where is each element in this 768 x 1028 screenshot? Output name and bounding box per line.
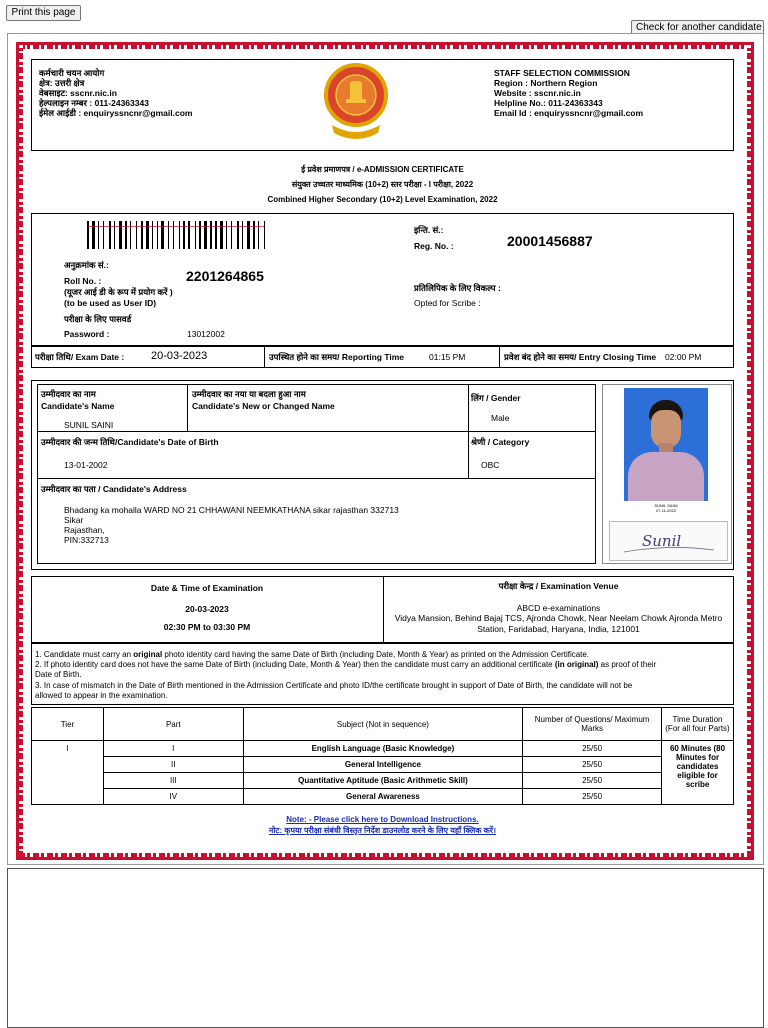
ssc-emblem-logo — [324, 63, 388, 143]
exam-venue-label: परीक्षा केन्द्र / Examination Venue — [498, 581, 619, 591]
instruction-1-a: 1. Candidate must carry an — [35, 650, 134, 659]
marks-cell: 25/50 — [523, 757, 662, 773]
subject-table — [31, 707, 734, 805]
instruction-2-cont: Date of Birth. — [35, 670, 82, 679]
part-cell: IV — [103, 789, 243, 805]
barcode — [79, 221, 269, 249]
admission-certificate — [16, 42, 754, 860]
exam-date-value: 20-03-2023 — [151, 350, 208, 362]
instruction-1-b: original — [133, 650, 163, 659]
download-instructions-link-hindi[interactable]: नोट: कृपया परीक्षा संबंधी विस्तृत निर्देश डाउनलोड करने के लिए यहाँ क्लिक करें। — [268, 826, 497, 835]
exam-date: 20-03-2023 — [185, 604, 229, 614]
print-page-button[interactable]: Print this page — [6, 5, 81, 21]
table-row — [32, 789, 734, 805]
candidate-photo — [624, 388, 708, 501]
address-line-3: Rajasthan, — [64, 525, 105, 535]
download-instructions-link[interactable]: Note: - Please click here to Download Instructions. — [286, 815, 479, 824]
marks-cell: 25/50 — [523, 741, 662, 757]
header-hi-line-2: क्षेत्र: उत्तरी क्षेत्र — [39, 78, 85, 88]
changed-name-label: Candidate's New or Changed Name — [192, 401, 335, 411]
candidate-signature — [609, 521, 728, 561]
table-row — [32, 757, 734, 773]
scribe-hi-label: प्रतिलिपिक के लिए विकल्प : — [414, 283, 501, 293]
marks-cell: 25/50 — [523, 773, 662, 789]
header-duration: Time Duration (For all four Parts) — [662, 708, 734, 741]
instruction-1-c: photo identity card having the same Date of Birth (including Date, Month & Year) as printed on the Admission Certificate. — [162, 650, 590, 659]
instruction-2-a: 2. If photo identity card does not have the same Date of Birth (including Date, Month & Year) then the candidate must carry an additional certificate — [35, 660, 555, 669]
user-id-note-en: (to be used as User ID) — [64, 298, 157, 308]
header-hi-line-5: ईमेल आईडी : enquiryssncnr@gmail.com — [39, 108, 193, 118]
instruction-2 — [35, 660, 656, 670]
entry-closing-label: प्रवेश बंद होने का समय/ Entry Closing Time — [504, 352, 657, 362]
divider — [499, 346, 500, 368]
candidate-name-label: Candidate's Name — [41, 401, 115, 411]
category-label: श्रेणी / Category — [471, 437, 530, 447]
roll-no-hi-label: अनुक्रमांक सं.: — [64, 260, 109, 270]
table-row — [32, 741, 734, 757]
header-tier: Tier — [32, 708, 104, 741]
header-en-line-1: STAFF SELECTION COMMISSION — [494, 68, 630, 78]
user-id-note-hi: (यूजर आई डी के रूप में प्रयोग करें ) — [64, 287, 173, 297]
subject-cell: General Intelligence — [243, 757, 523, 773]
divider — [187, 384, 188, 431]
instruction-3: 3. In case of mismatch in the Date of Birth mentioned in the Admission Certificate and photo ID/the certificate brought in support of Date of Birth, the candidate will not be — [35, 681, 633, 690]
candidate-info-grid — [37, 384, 596, 564]
instruction-2-c: as proof of their — [598, 660, 657, 669]
dob-value: 13-01-2002 — [64, 460, 108, 470]
header-en-line-3: Website : sscnr.nic.in — [494, 88, 581, 98]
gender-value: Male — [491, 413, 510, 423]
header-hi-line-3: वेबसाइट: sscnr.nic.in — [39, 88, 117, 98]
address-label: उम्मीदवार का पता / Candidate's Address — [41, 484, 187, 494]
reg-no-label: Reg. No. : — [414, 241, 454, 251]
exam-name-english: Combined Higher Secondary (10+2) Level Examination, 2022 — [267, 195, 498, 204]
instruction-3-cont: allowed to appear in the examination. — [35, 691, 168, 700]
signature-text: Sunil — [642, 532, 682, 550]
password-label: Password : — [64, 329, 110, 339]
photo-caption-date: 27-11-2022 — [655, 508, 677, 513]
category-value: OBC — [481, 460, 500, 470]
header-subject: Subject (Not in sequence) — [243, 708, 523, 741]
venue-line-3: Station, Faridabad, Haryana, India, 121001 — [477, 624, 640, 634]
subject-cell: English Language (Basic Knowledge) — [243, 741, 523, 757]
duration-value: 60 Minutes (80 Minutes for candidates eligible for scribe — [662, 741, 734, 805]
address-line-1: Bhadang ka mohalla WARD NO 21 CHHAWANI NEEMKATHANA sikar rajasthan 332713 — [64, 505, 399, 515]
scribe-en-label: Opted for Scribe : — [414, 298, 481, 308]
header-part: Part — [103, 708, 243, 741]
header-questions: Number of Questions/ Maximum Marks — [523, 708, 662, 741]
check-another-candidate-button[interactable]: Check for another candidate — [631, 20, 764, 36]
blank-frame — [7, 868, 764, 1028]
exam-time: 02:30 PM to 03:30 PM — [163, 622, 251, 632]
decorative-border-left — [19, 45, 23, 857]
address-line-2: Sikar — [64, 515, 84, 525]
header-en-line-5: Email Id : enquiryssncnr@gmail.com — [494, 108, 644, 118]
password-hi-label: परीक्षा के लिए पासवर्ड — [64, 314, 132, 324]
candidate-name-value: SUNIL SAINI — [64, 420, 114, 430]
tier-value: I — [32, 741, 104, 805]
divider — [37, 431, 596, 432]
reporting-time-label: उपस्थित होने का समय/ Reporting Time — [269, 352, 405, 362]
header-hi-line-1: कर्मचारी चयन आयोग — [39, 68, 105, 78]
candidate-name-hi-label: उम्मीदवार का नाम — [41, 389, 96, 399]
exam-name-hindi: संयुक्त उच्चतर माध्यमिक (10+2) स्तर परीक्षा - I परीक्षा, 2022 — [291, 180, 474, 189]
divider — [468, 384, 469, 478]
address-line-4: PIN:332713 — [64, 535, 109, 545]
reg-no-hi-label: इन्ति. सं.: — [414, 225, 444, 235]
admit-card-container — [7, 33, 764, 865]
instruction-2-b: (in original) — [554, 660, 599, 669]
divider — [37, 478, 596, 479]
header-hi-line-4: हेल्पलाइन नम्बर : 011-24363343 — [39, 98, 149, 108]
decorative-border-top — [19, 45, 751, 49]
changed-name-hi-label: उम्मीदवार का नया या बदला हुआ नाम — [192, 389, 306, 399]
header-en-line-4: Helpline No.: 011-24363343 — [494, 98, 603, 108]
part-cell: III — [103, 773, 243, 789]
decorative-border-right — [747, 45, 751, 857]
reg-no-value: 20001456887 — [507, 233, 593, 249]
password-value: 13012002 — [187, 329, 225, 339]
header-en-line-2: Region : Northern Region — [494, 78, 598, 88]
roll-no-value: 2201264865 — [186, 268, 264, 284]
venue-line-1: ABCD e-examinations — [516, 603, 601, 613]
roll-no-label: Roll No. : — [64, 276, 102, 286]
subject-table-header — [32, 708, 734, 741]
reporting-time-value: 01:15 PM — [429, 352, 466, 362]
subject-cell: General Awareness — [243, 789, 523, 805]
instruction-1 — [35, 650, 589, 660]
certificate-title: ई प्रवेश प्रमाणपत्र / e-ADMISSION CERTIFICATE — [301, 165, 464, 174]
table-row — [32, 773, 734, 789]
dob-label: उम्मीदवार की जन्म तिथि/Candidate's Date of Birth — [41, 437, 219, 447]
gender-label: लिंग / Gender — [471, 393, 521, 403]
decorative-border-bottom — [19, 853, 751, 857]
subject-cell: Quantitative Aptitude (Basic Arithmetic Skill) — [243, 773, 523, 789]
part-cell: II — [103, 757, 243, 773]
exam-datetime-label: Date & Time of Examination — [150, 583, 264, 593]
entry-closing-value: 02:00 PM — [665, 352, 702, 362]
divider — [264, 346, 265, 368]
part-cell: I — [103, 741, 243, 757]
venue-line-2: Vidya Mansion, Behind Bajaj TCS, Ajronda Chowk, Near Neelam Chowk Ajronda Metro — [394, 613, 723, 623]
exam-date-label: परीक्षा तिथि/ Exam Date : — [35, 352, 125, 362]
marks-cell: 25/50 — [523, 789, 662, 805]
photo-caption-name: SUNIL SAINI — [654, 503, 678, 508]
